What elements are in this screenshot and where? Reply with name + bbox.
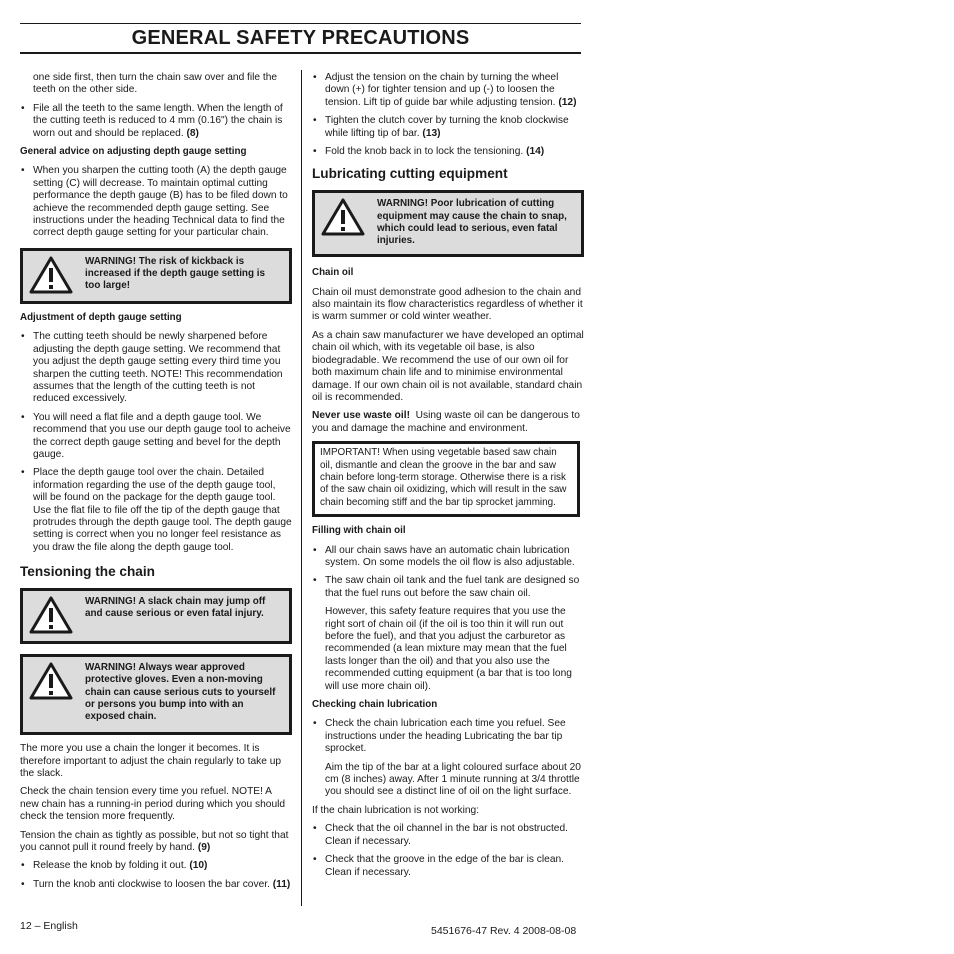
list-subparagraph: However, this safety feature requires that you use the right sort of chain oil (if the oil is too thin it will run out before the fuel), and that you adjust the carburetor as recommended (a lean mixture may mean that the fuel lasts longer than the oil) and that you also use the recommended cutting equipment (a bar that is too long will use more chain oil).: [325, 606, 572, 692]
figure-ref: (12): [558, 96, 577, 108]
heading-tensioning: Tensioning the chain: [20, 564, 155, 580]
header-rule-top: [20, 23, 581, 24]
list-item: • All our chain saws have an automatic chain lubrication system. On some models the oil flow is also adjustable.: [312, 545, 584, 570]
paragraph: Tension the chain as tightly as possible, but not so tight that you cannot pull it round freely by hand. (9): [20, 829, 289, 854]
list-item: • You will need a flat file and a depth gauge tool. We recommend that you use our depth gauge tool to acheive the correct depth gauge setting and bevel for the depth gauge.: [20, 412, 292, 462]
warning-text: WARNING! The risk of kickback is increased if the depth gauge setting is too large!: [85, 255, 265, 292]
figure-ref: (14): [526, 146, 545, 158]
list: [312, 718, 584, 798]
list-item: • Fold the knob back in to lock the tensioning. (14): [312, 146, 584, 158]
figure-ref: (9): [197, 842, 211, 854]
heading-lubricating: Lubricating cutting equipment: [312, 166, 508, 182]
list-item: • Turn the knob anti clockwise to loosen the bar cover. (11): [20, 879, 292, 891]
list-item: • The cutting teeth should be newly sharpened before adjusting the depth gauge setting. We recommend that you adjust the depth gauge setting every third time you sharpen the cutting teeth. NOTE! This recommendation assumes that the length of the cutting teeth is not reduced excessively.: [20, 331, 292, 405]
paragraph: one side first, then turn the chain saw over and file the teeth on the other side.: [33, 72, 278, 96]
warning-text: WARNING! A slack chain may jump off and cause serious or even fatal injury.: [85, 596, 266, 620]
paragraph: The more you use a chain the longer it becomes. It is therefore important to adjust the chain regularly to take up the slack.: [20, 743, 282, 780]
paragraph: Never use waste oil! Using waste oil can be dangerous to you and damage the machine and environment.: [312, 410, 580, 434]
subheading-chain-oil: Chain oil: [312, 267, 354, 279]
page-number: 12 – English: [20, 920, 78, 932]
document-reference: 5451676-47 Rev. 4 2008-08-08: [431, 925, 577, 937]
list-item: • Release the knob by folding it out. (10): [20, 860, 292, 872]
list-item: • Place the depth gauge tool over the chain. Detailed information regarding the use of the depth gauge tool, will be found on the package for the depth gauge tool. Use the flat file to file off the tip of the depth gauge that protrudes through the depth gauge tool. The depth gauge setting is correct when you no longer feel resistance as you draw the file along the depth gauge tool.: [20, 467, 292, 554]
figure-ref: (11): [272, 878, 291, 890]
subheading-checking: Checking chain lubrication: [312, 699, 438, 711]
list-item: • File all the teeth to the same length. When the length of the cutting teeth is reduced to 4 mm (0.16") the chain is worn out and should be replaced. (8): [20, 103, 292, 140]
list: [312, 545, 584, 693]
figure-ref: (13): [422, 127, 441, 139]
list: [20, 103, 292, 140]
subheading-adjustment: Adjustment of depth gauge setting: [20, 311, 182, 323]
column-separator: [301, 70, 302, 906]
list: [20, 860, 292, 891]
figure-ref: (8): [186, 127, 199, 139]
warning-box-gloves: [20, 654, 292, 735]
paragraph: If the chain lubrication is not working:: [312, 804, 480, 816]
list-subparagraph: Aim the tip of the bar at a light coloured surface about 20 cm (8 inches) away. After 1 minute running at 3/4 throttle you should see a distinct line of oil on the light surface.: [325, 761, 581, 798]
list: [20, 165, 292, 239]
list: [312, 72, 584, 158]
paragraph: Check the chain tension every time you refuel. NOTE! A new chain has a running-in period during which you should check the tension more frequently.: [20, 786, 286, 823]
warning-triangle-icon: [29, 662, 73, 700]
header-rule-bottom: [20, 52, 581, 54]
list-item: • Check that the groove in the edge of the bar is clean. Clean if necessary.: [312, 854, 584, 879]
warning-box-lubrication: [312, 190, 584, 257]
subheading-general-advice: General advice on adjusting depth gauge setting: [20, 146, 247, 158]
warning-text: WARNING! Always wear approved protective gloves. Even a non-moving chain can cause serious cuts to yourself or persons you bump into with an exposed chain.: [85, 662, 276, 722]
page-title: GENERAL SAFETY PRECAUTIONS: [131, 27, 470, 49]
list: [312, 823, 584, 879]
right-column: [312, 72, 584, 885]
figure-ref: (10): [189, 860, 208, 872]
warning-triangle-icon: [321, 198, 365, 236]
subheading-filling: Filling with chain oil: [312, 525, 406, 537]
paragraph: As a chain saw manufacturer we have developed an optimal chain oil which, with its vegetable oil base, is also biodegradable. We recommend the use of our own oil for both maximum chain life and to minimise environmental damage. If our own chain oil is not available, standard chain oil is recommended.: [312, 329, 584, 403]
list-item: • Check the chain lubrication each time you refuel. See instructions under the heading Lubricating the bar tip sprocket. Aim the tip of the bar at a light coloured surface about 20 cm (8 inches) away. After 1 minute running at 3/4 throttle you should see a distinct line of oil on the light surface.: [312, 718, 584, 798]
list-item: • Adjust the tension on the chain by turning the wheel down (+) for tighter tension and up (-) to loosen the tension. Lift tip of guide bar while adjusting tension. (12): [312, 72, 584, 109]
paragraph: Chain oil must demonstrate good adhesion to the chain and also maintain its flow characteristics regardless of whether it is warm summer or cold winter weather.: [312, 286, 583, 323]
list-item: • Check that the oil channel in the bar is not obstructed. Clean if necessary.: [312, 823, 584, 848]
list-item: • The saw chain oil tank and the fuel tank are designed so that the fuel runs out before the saw chain oil. However, this safety feature requires that you use the right sort of chain oil (if the oil is too thin it will run out before the fuel), and that you adjust the carburetor as recommended (a lean mixture may mean that the fuel lasts longer than the oil) and that you also use the recommended cutting equipment (a bar that is too long will use more chain oil).: [312, 575, 584, 693]
list-item: • When you sharpen the cutting tooth (A) the depth gauge setting (C) will decrease. To maintain optimal cutting performance the depth gauge (B) has to be filed down to achieve the recommended depth gauge setting. See instructions under the heading Technical data to find the correct depth gauge setting for your particular chain.: [20, 165, 292, 239]
warning-triangle-icon: [29, 596, 73, 634]
list-item: • Tighten the clutch cover by turning the knob clockwise while lifting tip of bar. (13): [312, 115, 584, 140]
warning-text: WARNING! Poor lubrication of cutting equipment may cause the chain to snap, which could lead to serious, even fatal injuries.: [377, 198, 567, 247]
warning-box-slack-chain: [20, 588, 292, 644]
important-box: IMPORTANT! When using vegetable based saw chain oil, dismantle and clean the groove in the bar and saw chain before long-term storage. Otherwise there is a risk of the saw chain oil oxidizing, which will result in the saw chain becoming stiff and the bar tip sprocket jamming.: [312, 441, 580, 517]
warning-triangle-icon: [29, 256, 73, 294]
list: [20, 331, 292, 554]
left-column: [20, 72, 292, 897]
warning-box-kickback: [20, 248, 292, 304]
